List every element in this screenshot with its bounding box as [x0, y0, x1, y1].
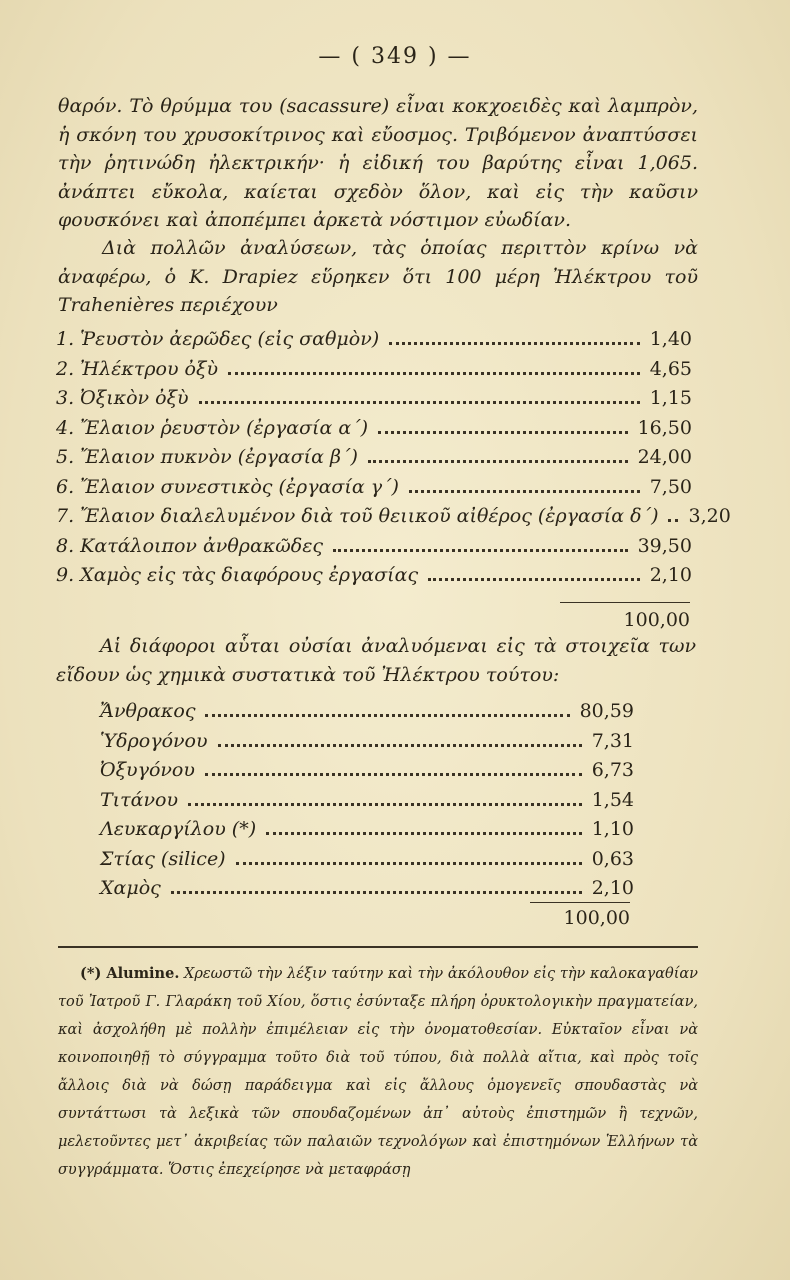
table-row [100, 759, 634, 789]
row-label: 9. Χαμὸς εἰς τὰς διαφόρους ἐργασίας [56, 564, 419, 586]
dot-leader [333, 549, 628, 552]
row-value: 7,50 [649, 475, 692, 498]
row-value: 2,10 [591, 877, 634, 899]
row-value: 0,63 [591, 847, 634, 870]
row-label: 4. Ἔλαιον ῥευστὸν (ἐργασία α΄) [56, 416, 369, 439]
row-value: 7,31 [591, 729, 634, 752]
dot-leader [378, 431, 627, 434]
dot-leader [218, 744, 582, 747]
row-label: 7. Ἔλαιον διαλελυμένον διὰ τοῦ θειικοῦ αἰθέρος (ἐργασία δ΄) [56, 505, 659, 527]
row-label: 3. Ὀξικὸν ὀξὺ [56, 387, 189, 409]
footnote-mark: (*) Alumine. [80, 965, 180, 982]
elements-total: 100,00 [530, 902, 630, 929]
dot-leader [205, 773, 582, 776]
footnote [58, 960, 698, 1184]
products-table [56, 328, 731, 594]
dot-leader [368, 460, 628, 463]
table-row [56, 358, 692, 388]
row-value: 1,54 [591, 788, 634, 811]
elements-table [100, 700, 634, 907]
row-value: 1,40 [649, 328, 692, 350]
table-row [100, 848, 634, 878]
table-row [100, 818, 634, 848]
row-label: 5. Ἔλαιον πυκνὸν (ἐργασία β΄) [56, 446, 358, 468]
dot-leader [236, 862, 582, 865]
table-row [56, 476, 692, 506]
table-row [56, 564, 692, 594]
table-row [56, 535, 692, 565]
table-row [56, 387, 692, 417]
row-value: 80,59 [579, 700, 634, 722]
table-row [56, 328, 692, 358]
dot-leader [199, 401, 640, 404]
table-row [100, 789, 634, 819]
dot-leader [205, 714, 569, 717]
dot-leader [389, 342, 640, 345]
table-row [56, 417, 692, 447]
footnote-divider [58, 946, 698, 948]
row-label: Λευκαργίλου (*) [100, 818, 257, 840]
paragraph-elements-intro: Αἱ διάφοροι αὗται οὐσίαι ἀναλυόμεναι εἰς τὰ στοιχεῖα των εἴδουν ὡς χημικὰ συστατικὰ τοῦ Ἠλέκτρου τούτου: [56, 635, 696, 686]
row-value: 6,73 [591, 759, 634, 781]
dot-leader [409, 490, 640, 493]
paragraph-amber-description: θαρόν. Τὸ θρύμμα του (sacassure) εἶναι κοκχοειδὲς καὶ λαμπρὸν, ἡ σκόνη του χρυσοκίτρινος καὶ εὔοσμος. Τριβόμενον ἀναπτύσσει τὴν ῥητινώδη ἠλεκτρικήν· ἡ εἰδική του βαρύτης εἶναι 1,065. ἀνάπτει εὔκολα, καίεται σχεδὸν ὅλον, καὶ εἰς τὴν καῦσιν φουσκόνει καὶ ἀποπέμπει ἀρκετὰ νόστιμον εὐωδίαν. [58, 95, 698, 231]
dot-leader [171, 891, 582, 894]
row-label: 1. Ῥευστὸν ἀερῶδες (εἰς σαθμὸν) [56, 328, 380, 350]
dot-leader [428, 578, 640, 581]
row-value: 16,50 [637, 416, 692, 439]
row-label: 6. Ἔλαιον συνεστικὸς (ἐργασία γ΄) [56, 475, 399, 498]
dot-leader [188, 803, 582, 806]
row-label: Ὑδρογόνου [100, 729, 208, 752]
dot-leader [228, 372, 640, 375]
table-row [56, 446, 692, 476]
page-number-header: — ( 349 ) — [318, 44, 472, 69]
table-row [100, 730, 634, 760]
row-value: 3,20 [688, 505, 731, 527]
table-row [100, 700, 634, 730]
row-value: 39,50 [637, 534, 692, 557]
row-value: 1,15 [649, 387, 692, 409]
row-value: 2,10 [649, 564, 692, 586]
paragraph-analysis-intro: Διὰ πολλῶν ἀναλύσεων, τὰς ὁποίας περιττὸν κρίνω νὰ ἀναφέρω, ὁ Κ. Drapiez εὕρηκεν ὅτι 100 μέρη Ἠλέκτρου τοῦ Trahenières περιέχουν [58, 237, 698, 316]
dot-leader [266, 832, 582, 835]
row-label: 2. Ἠλέκτρου ὀξὺ [56, 357, 218, 380]
row-value: 1,10 [591, 818, 634, 840]
row-label: Ὀξυγόνου [100, 759, 195, 781]
row-label: Χαμὸς [100, 877, 161, 899]
row-label: 8. Κατάλοιπον ἀνθρακῶδες [56, 534, 324, 557]
footnote-text: Χρεωστῶ τὴν λέξιν ταύτην καὶ τὴν ἀκόλουθον εἰς τὴν καλοκαγαθίαν τοῦ Ἰατροῦ Γ. Γλαράκη τοῦ Χίου, ὅστις ἐσύνταξε πλήρη ὀρυκτολογικὴν πραγματείαν, καὶ ἀσχολήθη μὲ πολλὴν ἐπιμέλειαν εἰς τὴν ὀνοματοθεσίαν. Εὐκταῖον εἶναι νὰ κοινοποιηθῇ τὸ σύγγραμμα τοῦτο διὰ τοῦ τύπου, διὰ πολλὰ αἴτια, καὶ πρὸς τοῖς ἄλλοις διὰ νὰ δώσῃ παράδειγμα καὶ εἰς ἄλλους ὁμογενεῖς σπουδαστὰς νὰ συντάττωσι τὰ λεξικὰ τῶν σπουδαζομένων ἀπ᾽ αὐτοὺς ἐπιστημῶν ἢ τεχνῶν, μελετοῦντες μετ᾽ ἀκριβείας τῶν παλαιῶν τεχνολόγων καὶ ἐπιστημόνων Ἑλλήνων τὰ συγγράμματα. Ὅστις ἐπεχείρησε νὰ μεταφράσῃ [58, 966, 699, 1178]
dot-leader [668, 519, 678, 522]
products-total: 100,00 [560, 602, 690, 631]
row-label: Ἄνθρακος [100, 700, 196, 722]
row-label: Στίας (silice) [100, 847, 226, 870]
row-value: 24,00 [637, 446, 692, 468]
row-label: Τιτάνου [100, 788, 179, 811]
row-value: 4,65 [649, 357, 692, 380]
table-row [56, 505, 731, 535]
